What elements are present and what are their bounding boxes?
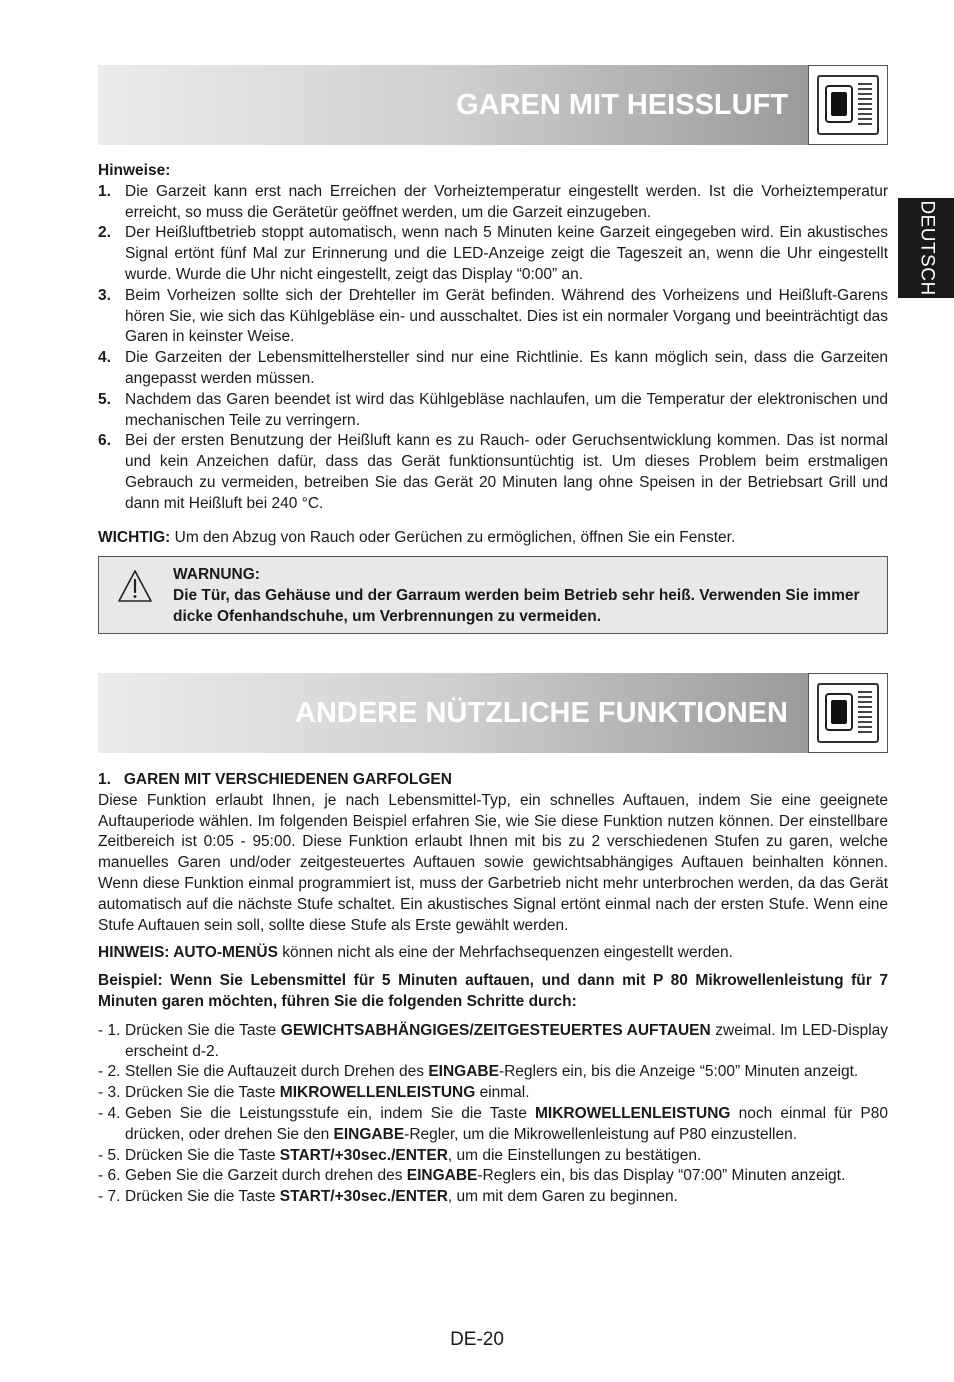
step-text: noch einmal für P80 drücken, oder drehen Sie den: [125, 1104, 888, 1143]
step-text: -Regler, um die Mikrowellenleistung auf P80 einzustellen.: [404, 1125, 798, 1143]
step-item: [98, 1166, 888, 1187]
step-item: [98, 1021, 888, 1063]
multi-stage-section: [98, 770, 888, 1208]
section-heading: 1. GAREN MIT VERSCHIEDENEN GARFOLGEN: [98, 771, 452, 788]
step-key: MIKROWELLENLEISTUNG: [279, 1084, 476, 1102]
step-item: [98, 1083, 888, 1104]
warning-triangle-icon: [117, 569, 153, 603]
note-number: 2.: [98, 224, 111, 242]
note-text: Beim Vorheizen sollte sich der Drehteller im Gerät befinden. Während des Vorheizens und Heißluft-Garens hören Sie, wie sich das Kühlgebläse ein- und ausschaltet. Dies ist ein normaler Vorgang und beeinträchtigt das Garen in keinster Weise.: [125, 286, 888, 346]
step-text: Geben Sie die Garzeit durch drehen des: [125, 1167, 407, 1185]
step-key: EINGABE: [333, 1125, 405, 1143]
note-item: [98, 286, 888, 348]
important-text: Um den Abzug von Rauch oder Gerüchen zu ermöglichen, öffnen Sie ein Fenster.: [170, 529, 736, 546]
step-item: [98, 1062, 888, 1083]
note-text: Bei der ersten Benutzung der Heißluft kann es zu Rauch- oder Geruchsentwicklung kommen. Das ist normal und kein Anzeichen dafür, dass das Gerät funktionsuntüchtig ist. Um dieses Problem beim erstmaligen Gebrauch zu vermeiden, betreiben Sie das Gerät 20 Minuten lang ohne Speisen in der Betriebsart Grill und dann mit Heißluft bei 240 °C.: [125, 432, 888, 512]
note-number: 6.: [98, 432, 111, 450]
step-number: - 7.: [98, 1188, 121, 1206]
page-number: DE-20: [450, 1329, 504, 1350]
note-item: [98, 182, 888, 224]
step-text: , um mit dem Garen zu beginnen.: [447, 1188, 678, 1206]
important-label: WICHTIG:: [98, 529, 171, 546]
important-note: [98, 528, 888, 549]
step-key: EINGABE: [428, 1063, 499, 1081]
step-text: , um die Einstellungen zu bestätigen.: [447, 1146, 702, 1164]
warning-text: Die Tür, das Gehäuse und der Garraum werden beim Betrieb sehr heiß. Verwenden Sie immer dicke Ofenhandschuhe, um Verbrennungen zu vermeiden.: [173, 586, 860, 625]
step-text: -Reglers ein, bis die Anzeige “5:00” Minuten anzeigt.: [498, 1063, 859, 1081]
step-item: [98, 1104, 888, 1146]
step-text: zweimal. Im LED-Display erscheint d-2.: [125, 1021, 889, 1060]
section-body: Diese Funktion erlaubt Ihnen, je nach Lebensmittel-Typ, ein schnelles Auftauen, indem Sie eine geeignete Auftauperiode wählen. Im folgenden Beispiel erfahren Sie, wie Sie diese Funktion nutzen können. Der einstellbare Zeitbereich ist 0:05 - 95:00. Diese Funktion erlaubt Ihnen mit bis zu 2 verschiedenen Stufen zu garen, welche manuelles Garen und/oder zeitgesteuertes Auftauen sowie gewichtsabhängiges Auftauen beinhalten können. Wenn diese Funktion einmal programmiert ist, muss der Garbetrieb nicht mehr unterbrochen werden, da das Gerät automatisch auf die nächste Stufe schaltet. Ein akustisches Signal ertönt einmal nach der ersten Stufe. Wenn eine Stufe Auftauen sein soll, sollte diese Stufe als Erste gewählt werden.: [98, 791, 888, 934]
microwave-icon: [808, 673, 888, 753]
step-number: - 5.: [98, 1146, 121, 1164]
step-key: START/+30sec./ENTER: [279, 1188, 448, 1206]
step-key: MIKROWELLENLEISTUNG: [534, 1104, 731, 1122]
section-title: GAREN MIT HEISSLUFT: [456, 89, 788, 121]
step-key: EINGABE: [406, 1167, 478, 1185]
section-banner-funktionen: [98, 673, 888, 753]
note-item: [98, 431, 888, 514]
note-number: 5.: [98, 390, 111, 408]
notes-list: [98, 182, 888, 515]
hint-label: HINWEIS: AUTO-MENÜS: [98, 944, 278, 962]
steps-list: [98, 1021, 888, 1208]
note-item: [98, 223, 888, 285]
note-number: 3.: [98, 286, 111, 304]
note-item: [98, 348, 888, 390]
example-text: Beispiel: Wenn Sie Lebensmittel für 5 Minuten auftauen, und dann mit P 80 Mikrowellenleistung für 7 Minuten garen möchten, führen Sie die folgenden Schritte durch:: [98, 972, 888, 1010]
step-number: - 6.: [98, 1167, 121, 1185]
warning-label: WARNUNG:: [173, 566, 260, 583]
note-item: [98, 390, 888, 432]
step-number: - 2.: [98, 1063, 121, 1081]
step-text: Drücken Sie die Taste: [125, 1188, 280, 1206]
note-text: Die Garzeiten der Lebensmittelhersteller sind nur eine Richtlinie. Es kann möglich sein, dass die Garzeiten angepasst werden müssen.: [125, 349, 888, 387]
step-text: Drücken Sie die Taste: [125, 1021, 281, 1039]
hint-text: können nicht als eine der Mehrfachsequenzen eingestellt werden.: [277, 944, 733, 962]
notes-section: [98, 161, 888, 515]
note-text: Nachdem das Garen beendet ist wird das Kühlgebläse nachlaufen, um die Temperatur der elektronischen und mechanischen Teile zu verringern.: [125, 390, 888, 429]
language-tab: [898, 198, 954, 298]
step-text: einmal.: [475, 1084, 530, 1102]
step-item: [98, 1146, 888, 1167]
microwave-icon: [808, 65, 888, 145]
step-text: Drücken Sie die Taste: [125, 1084, 280, 1102]
step-key: START/+30sec./ENTER: [279, 1146, 448, 1164]
step-text: Stellen Sie die Auftauzeit durch Drehen des: [125, 1063, 429, 1081]
note-number: 4.: [98, 349, 111, 367]
step-item: [98, 1187, 888, 1208]
note-text: Die Garzeit kann erst nach Erreichen der Vorheiztemperatur eingestellt werden. Ist die Vorheiztemperatur erreicht, so muss die Gerätetür geöffnet werden, um die Garzeit einzugeben.: [125, 182, 888, 221]
step-number: - 4.: [98, 1104, 121, 1122]
section-banner-heissluft: [98, 65, 888, 145]
step-number: - 1.: [98, 1021, 121, 1039]
step-text: -Reglers ein, bis das Display “07:00” Minuten anzeigt.: [477, 1167, 846, 1185]
section-title: ANDERE NÜTZLICHE FUNKTIONEN: [295, 697, 788, 729]
step-key: GEWICHTSABHÄNGIGES/ZEITGESTEUERTES AUFTAUEN: [280, 1021, 711, 1039]
note-text: Der Heißluftbetrieb stoppt automatisch, wenn nach 5 Minuten keine Garzeit eingegeben wird. Ein akustisches Signal ertönt fünf Mal zur Erinnerung und die LED-Anzeige zeigt die Tageszeit an, wenn die Uhr eingestellt wurde. Wurde die Uhr nicht eingestellt, zeigt das Display “0:00” an.: [125, 224, 888, 283]
warning-box: [98, 556, 888, 634]
note-number: 1.: [98, 182, 111, 200]
step-text: Drücken Sie die Taste: [125, 1146, 280, 1164]
step-text: Geben Sie die Leistungsstufe ein, indem Sie die Taste: [125, 1104, 535, 1122]
notes-heading: Hinweise:: [98, 162, 171, 179]
step-number: - 3.: [98, 1084, 121, 1102]
language-label: DEUTSCH: [916, 200, 938, 296]
